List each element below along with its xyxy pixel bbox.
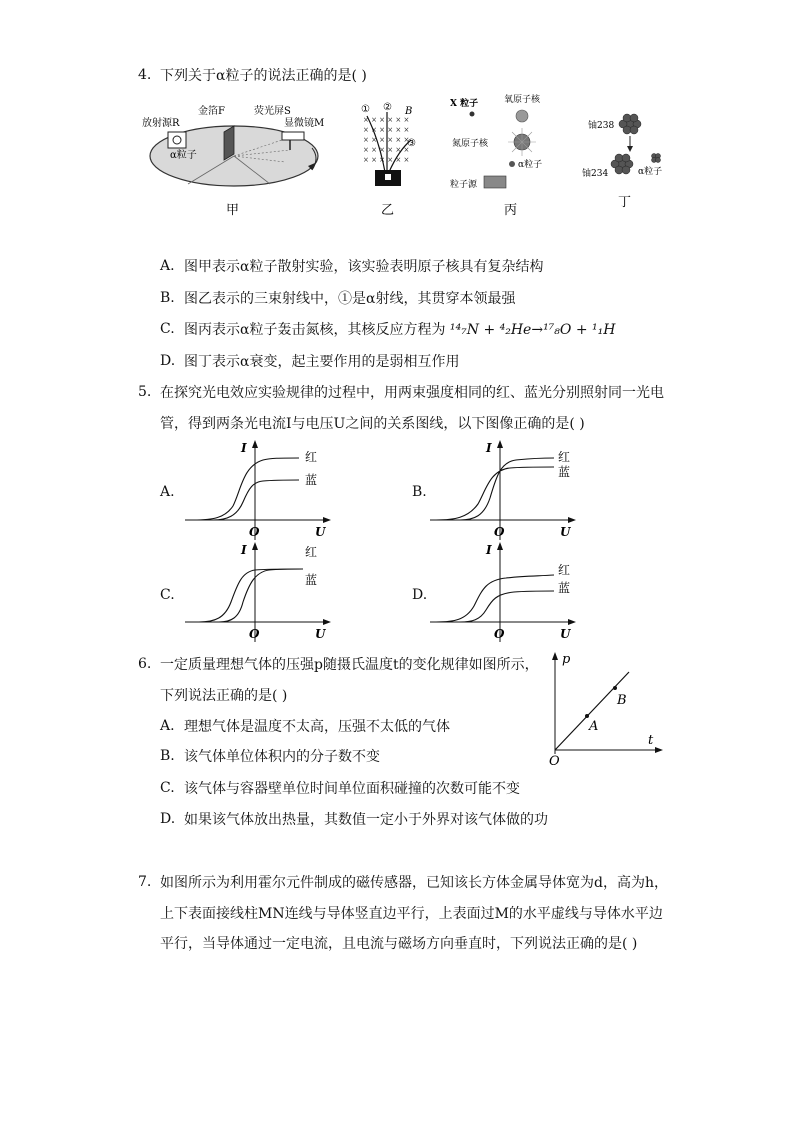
q5-b-red-label: 红 xyxy=(558,450,571,464)
ding-alpha-label: α粒子 xyxy=(638,167,663,177)
q5-a-red-curve xyxy=(193,458,299,520)
q4-option-b: 图乙表示的三束射线中，①是α射线，其贯穿本领最强 xyxy=(184,291,516,307)
svg-text:× × × × × ×: × × × × × × xyxy=(363,136,410,144)
q6-b-label: B xyxy=(617,693,627,708)
q4-option-a: 图甲表示α粒子散射实验，该实验表明原子核具有复杂结构 xyxy=(184,259,544,275)
figure-ding xyxy=(580,110,680,222)
svg-text:× × × × × ×: × × × × × × xyxy=(363,116,410,124)
yi-ray1-label: ① xyxy=(361,104,370,115)
q6-option-c-letter: C. xyxy=(160,780,175,796)
bing-o-label: 氧原子核 xyxy=(504,95,541,105)
q5-b-origin: O xyxy=(494,525,505,539)
q7-line2: 上下表面接线柱MN连线与导体竖直边平行，上表面过M的水平虚线与导体水平边 xyxy=(160,906,663,922)
q5-graph-c xyxy=(185,542,335,646)
q5-b-blue-label: 蓝 xyxy=(558,465,571,479)
q6-option-b: 该气体单位体积内的分子数不变 xyxy=(184,749,380,765)
figure-bing xyxy=(448,92,568,222)
figure-jia xyxy=(140,100,340,220)
q4-option-c-equation: ¹⁴₇N + ⁴₂He→¹⁷₈O + ¹₁H xyxy=(449,322,616,338)
q6-point-a xyxy=(585,714,589,718)
q6-x-label: t xyxy=(648,733,654,748)
q5-d-blue-label: 蓝 xyxy=(558,581,571,595)
q4-number: 4. xyxy=(138,67,152,83)
q5-d-red-label: 红 xyxy=(558,563,571,577)
q7-line3: 平行，当导体通过一定电流，且电流与磁场方向垂直时，下列说法正确的是( ) xyxy=(160,936,638,952)
q5-c-origin: O xyxy=(249,627,260,641)
jia-screen-label: 荧光屏S xyxy=(254,106,291,117)
q6-option-b-letter: B. xyxy=(160,748,175,764)
q6-number: 6. xyxy=(138,656,152,672)
yi-field-label: B xyxy=(405,106,413,117)
q6-option-a-letter: A. xyxy=(160,718,175,734)
jia-source-label: 放射源R xyxy=(142,118,180,129)
q6-option-a: 理想气体是温度不太高，压强不太低的气体 xyxy=(184,719,450,735)
q5-a-red-label: 红 xyxy=(305,450,318,464)
ding-caption: 丁 xyxy=(618,195,632,210)
q5-c-red-curve xyxy=(199,569,303,622)
q5-line1: 在探究光电效应实验规律的过程中，用两束强度相同的红、蓝光分别照射同一光电 xyxy=(160,385,664,401)
q5-graph-a xyxy=(185,440,335,544)
q5-line2: 管，得到两条光电流I与电压U之间的关系图线，以下图像正确的是( ) xyxy=(160,416,585,432)
q5-b-x-label: U xyxy=(560,525,571,539)
q5-graph-a-letter: A. xyxy=(160,484,175,500)
q4-option-a-letter: A. xyxy=(160,258,175,274)
svg-text:× × × × × ×: × × × × × × xyxy=(363,126,410,134)
q5-graph-b xyxy=(430,440,580,544)
q5-graph-b-letter: B. xyxy=(412,484,427,500)
q5-d-x-label: U xyxy=(560,627,571,641)
q7-number: 7. xyxy=(138,874,152,890)
q5-graph-d-letter: D. xyxy=(412,587,428,603)
yi-ray3-label: ③ xyxy=(407,138,416,149)
jia-alpha-label: α粒子 xyxy=(170,150,197,161)
q7-line1: 如图所示为利用霍尔元件制成的磁传感器，已知该长方体金属导体宽为d，高为h， xyxy=(160,875,668,891)
bing-caption: 丙 xyxy=(504,203,518,218)
q5-a-blue-label: 蓝 xyxy=(305,473,318,487)
q5-c-red-label: 红 xyxy=(305,545,318,559)
q4-option-d-letter: D. xyxy=(160,353,176,369)
q6-line xyxy=(555,672,629,750)
q6-option-c: 该气体与容器壁单位时间单位面积碰撞的次数可能不变 xyxy=(184,781,520,797)
q4-option-b-letter: B. xyxy=(160,290,175,306)
jia-foil-label: 金箔F xyxy=(198,106,225,117)
jia-microscope-label: 显微镜M xyxy=(284,118,325,129)
q4-option-c xyxy=(184,320,615,340)
q4-option-d: 图丁表示α衰变，起主要作用的是弱相互作用 xyxy=(184,354,460,370)
figure-yi xyxy=(355,100,435,222)
q4-option-c-letter: C. xyxy=(160,321,175,337)
q5-c-y-label: I xyxy=(241,543,247,557)
ding-u238-label: 铀238 xyxy=(588,121,615,131)
yi-caption: 乙 xyxy=(381,203,395,218)
q5-c-x-label: U xyxy=(315,627,326,641)
q5-b-blue-curve xyxy=(436,467,554,520)
svg-text:× × × × × ×: × × × × × × xyxy=(363,156,410,164)
bing-source-label: 粒子源 xyxy=(450,180,478,190)
q4-stem: 下列关于α粒子的说法正确的是( ) xyxy=(160,68,367,84)
q5-graph-d xyxy=(430,542,580,646)
q6-graph xyxy=(545,648,670,768)
q5-a-y-label: I xyxy=(241,441,247,455)
q5-d-origin: O xyxy=(494,627,505,641)
q5-graph-c-letter: C. xyxy=(160,587,175,603)
q6-y-label: p xyxy=(562,652,571,667)
q6-point-b xyxy=(613,686,617,690)
q6-option-d: 如果该气体放出热量，其数值一定小于外界对该气体做的功 xyxy=(184,812,548,828)
q5-c-blue-curve xyxy=(219,569,303,622)
q5-a-origin: O xyxy=(249,525,260,539)
q5-d-y-label: I xyxy=(486,543,492,557)
q4-option-c-text: 图丙表示α粒子轰击氮核，其核反应方程为 xyxy=(184,322,446,338)
q6-origin: O xyxy=(549,754,560,768)
svg-text:× × × × × ×: × × × × × × xyxy=(363,146,410,154)
bing-alpha-label: α粒子 xyxy=(518,160,543,170)
q6-a-label: A xyxy=(589,719,599,734)
q6-line2: 下列说法正确的是( ) xyxy=(160,688,288,704)
q5-number: 5. xyxy=(138,384,152,400)
jia-caption: 甲 xyxy=(226,203,240,218)
q5-a-x-label: U xyxy=(315,525,326,539)
q6-line1: 一定质量理想气体的压强p随摄氏温度t的变化规律如图所示， xyxy=(160,657,539,673)
q6-option-d-letter: D. xyxy=(160,811,176,827)
bing-n-label: 氮原子核 xyxy=(452,139,489,149)
q5-b-y-label: I xyxy=(486,441,492,455)
q5-c-blue-label: 蓝 xyxy=(305,573,318,587)
ding-u234-label: 铀234 xyxy=(582,169,609,179)
yi-ray2-label: ② xyxy=(383,102,392,113)
bing-x-label: X 粒子 xyxy=(450,99,479,109)
